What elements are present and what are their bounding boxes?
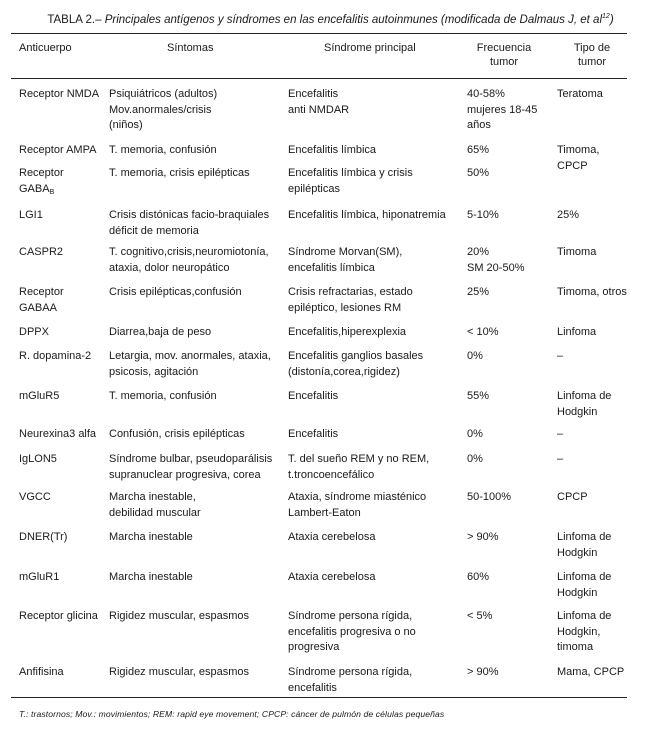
cell-symptoms-text: Diarrea,baja de peso [109,326,212,338]
cell-frequency-text: < 5% [467,610,493,622]
cell-antibody [19,570,59,586]
cell-symptoms [109,665,249,681]
table-bottom-rule [11,697,627,698]
cell-antibody [19,530,67,546]
cell-frequency [467,530,499,546]
cell-frequency [467,665,499,681]
cell-symptoms [109,143,217,159]
cell-antibody [19,452,57,468]
cell-symptoms [109,87,217,134]
cell-tumor-type-text: – [557,453,564,465]
cell-syndrome [288,208,446,224]
cell-symptoms-text: Marcha inestable, debilidad muscular [109,491,201,519]
cell-antibody-text: Receptor NMDA [19,88,100,100]
cell-syndrome [288,530,375,546]
cell-frequency-text: 25% [467,286,490,298]
cell-syndrome-text: Encefalitis [288,428,339,440]
cell-symptoms-text: Marcha inestable [109,571,193,583]
cell-frequency [467,285,489,301]
cell-frequency-text: 0% [467,428,483,440]
cell-syndrome [288,87,349,118]
cell-syndrome [288,143,376,159]
cell-antibody [19,285,64,316]
cell-tumor-type-text: Mama, CPCP [557,666,625,678]
cell-frequency [467,325,499,341]
cell-antibody-text: Receptor glicina [19,610,98,622]
cell-antibody-text: DPPX [19,326,49,338]
cell-antibody-text: CASPR2 [19,246,64,258]
cell-syndrome-text: Ataxia cerebelosa [288,571,376,583]
cell-tumor-type-text: Timoma [557,246,597,258]
cell-symptoms-text: T. memoria, confusión [109,390,217,402]
cell-symptoms-text: Crisis epilépticas,confusión [109,286,242,298]
cell-antibody [19,166,64,200]
cell-frequency-text: < 10% [467,326,499,338]
cell-frequency [467,570,489,586]
cell-syndrome [288,490,426,521]
cell-syndrome-text: Ataxia, síndrome miasténico Lambert-Eaton [288,491,427,519]
cell-tumor-type [557,285,627,301]
cell-syndrome-text: Encefalitis [288,390,339,402]
caption-title [105,14,614,26]
cell-syndrome [288,389,338,405]
cell-syndrome-text: Síndrome persona rígida, encefalitis progresiva o no progresiva [288,610,416,653]
antibody-subscript: B [49,188,55,196]
cell-frequency [467,427,483,443]
cell-syndrome [288,452,429,483]
table-header-rule [11,78,627,79]
cell-tumor-type-text: – [557,350,564,362]
cell-frequency-text: 40-58% mujeres 18-45 años [467,88,538,131]
table-footnote: T.: trastornos; Mov.: movimientos; REM: rapid eye movement; CPCP: cáncer de pulmón de células pequeñas [19,709,445,719]
table-top-rule [11,33,627,34]
header-tumor-type: Tipo de tumor [573,42,611,68]
cell-frequency-text: 0% [467,453,483,465]
cell-symptoms-text: T. memoria, confusión [109,144,217,156]
cell-symptoms-text: Rigidez muscular, espasmos [109,666,250,678]
cell-antibody [19,325,49,341]
cell-frequency-text: > 90% [467,531,499,543]
cell-syndrome [288,665,412,696]
cell-tumor-type-text: Linfoma [557,326,597,338]
cell-tumor-type-text: Timoma, CPCP [557,144,600,172]
cell-frequency [467,490,511,506]
cell-symptoms-text: Psiquiátricos (adultos) Mov.anormales/crisis (niños) [109,88,218,131]
cell-syndrome [288,285,413,316]
cell-antibody-text: Neurexina3 alfa [19,428,97,440]
header-frequency: Frecuencia tumor [476,42,532,68]
cell-tumor-type [557,245,596,261]
cell-tumor-type [557,530,611,561]
header-syndrome: Síndrome principal [324,42,416,54]
cell-tumor-type-text: Linfoma de Hodgkin [557,531,612,559]
cell-syndrome-text: Encefalitis,hiperexplexia [288,326,407,338]
cell-symptoms [109,166,250,182]
cell-syndrome-text: Ataxia cerebelosa [288,531,376,543]
cell-frequency [467,87,537,134]
cell-syndrome-text: Encefalitis ganglios basales (distonía,corea,rigidez) [288,350,424,378]
cell-syndrome [288,427,338,443]
cell-tumor-type [557,389,611,420]
cell-syndrome-text: Encefalitis anti NMDAR [288,88,350,116]
cell-frequency [467,245,524,276]
cell-frequency [467,349,483,365]
cell-antibody [19,349,91,365]
cell-antibody [19,389,59,405]
table-caption [0,10,661,27]
cell-antibody [19,665,64,681]
cell-tumor-type [557,609,611,656]
cell-frequency [467,609,492,625]
cell-syndrome [288,349,423,380]
cell-symptoms [109,389,217,405]
caption-title-text: Principales antígenos y síndromes en las encefalitis autoinmunes (modificada de Dalmaus J, et al [104,13,603,26]
cell-tumor-type [557,570,611,601]
cell-symptoms-text: Confusión, crisis epilépticas [109,428,245,440]
cell-symptoms [109,609,249,625]
cell-symptoms [109,245,269,276]
cell-tumor-type [557,325,596,341]
cell-antibody-text: mGluR5 [19,390,60,402]
cell-frequency-text: 65% [467,144,490,156]
cell-frequency [467,208,499,224]
cell-frequency-text: 0% [467,350,483,362]
cell-syndrome-text: Encefalitis límbica y crisis epilépticas [288,167,413,195]
cell-symptoms [109,325,211,341]
cell-symptoms-text: Rigidez muscular, espasmos [109,610,250,622]
cell-syndrome-text: Encefalitis límbica, hiponatremia [288,209,446,221]
cell-antibody-text: DNER(Tr) [19,531,68,543]
cell-tumor-type-text: – [557,428,564,440]
cell-symptoms [109,452,272,483]
cell-syndrome-text: Crisis refractarias, estado epiléptico, lesiones RM [288,286,413,314]
cell-frequency-text: 55% [467,390,490,402]
cell-frequency-text: 50-100% [467,491,512,503]
cell-antibody-text: mGluR1 [19,571,60,583]
cell-symptoms [109,208,269,239]
cell-syndrome [288,609,416,656]
cell-frequency [467,166,489,182]
cell-antibody [19,609,98,625]
cell-frequency-text: 60% [467,571,490,583]
cell-symptoms [109,349,271,380]
cell-frequency-text: 20% SM 20-50% [467,246,525,274]
cell-frequency [467,452,483,468]
cell-syndrome [288,166,413,197]
cell-antibody [19,208,43,224]
cell-tumor-type-text: Teratoma [557,88,603,100]
cell-tumor-type [557,87,603,103]
cell-frequency [467,143,489,159]
cell-antibody [19,427,96,443]
cell-tumor-type [557,143,599,174]
cell-antibody-text: R. dopamina-2 [19,350,92,362]
cell-tumor-type-text: Linfoma de Hodgkin [557,390,612,418]
cell-syndrome-text: Síndrome Morvan(SM), encefalitis límbica [288,246,403,274]
cell-tumor-type-text: CPCP [557,491,588,503]
cell-symptoms-text: Marcha inestable [109,531,193,543]
cell-antibody [19,245,63,261]
header-symptoms: Síntomas [167,42,214,54]
cell-frequency-text: 50% [467,167,490,179]
cell-antibody [19,490,51,506]
cell-antibody-text: Receptor GABA [19,167,64,195]
cell-syndrome [288,325,406,341]
cell-antibody-text: VGCC [19,491,51,503]
cell-antibody-text: Receptor GABAA [19,286,64,314]
cell-tumor-type-text: Linfoma de Hodgkin, timoma [557,610,612,653]
cell-antibody [19,87,99,103]
cell-frequency-text: 5-10% [467,209,499,221]
cell-antibody-text: Anfifisina [19,666,64,678]
cell-tumor-type [557,349,563,365]
cell-antibody-text: IgLON5 [19,453,57,465]
cell-syndrome [288,245,402,276]
cell-antibody-text: Receptor AMPA [19,144,97,156]
cell-symptoms-text: Síndrome bulbar, pseudoparálisis supranuclear progresiva, corea [109,453,273,481]
cell-tumor-type-text: 25% [557,209,580,221]
header-antibody: Anticuerpo [19,42,72,54]
cell-syndrome [288,570,375,586]
cell-symptoms [109,570,193,586]
caption-reference: 12 [602,13,610,20]
cell-tumor-type-text: Linfoma de Hodgkin [557,571,612,599]
cell-symptoms-text: T. memoria, crisis epilépticas [109,167,250,179]
cell-frequency-text: > 90% [467,666,499,678]
cell-symptoms [109,285,242,301]
caption-close: ) [609,13,614,26]
cell-symptoms-text: Letargia, mov. anormales, ataxia, psicosis, agitación [109,350,271,378]
cell-symptoms [109,530,193,546]
cell-symptoms-text: T. cognitivo,crisis,neuromiotonía, ataxia, dolor neuropático [109,246,269,274]
cell-tumor-type [557,208,579,224]
cell-tumor-type [557,665,624,681]
cell-tumor-type-text: Timoma, otros [557,286,627,298]
cell-frequency [467,389,489,405]
cell-symptoms [109,427,245,443]
cell-syndrome-text: Encefalitis límbica [288,144,377,156]
cell-tumor-type [557,427,563,443]
cell-antibody-text: LGI1 [19,209,43,221]
caption-prefix: TABLA 2.– [47,13,102,26]
cell-syndrome-text: Síndrome persona rígida, encefalitis [288,666,413,694]
cell-tumor-type [557,452,563,468]
cell-symptoms-text: Crisis distónicas facio-braquiales déficit de memoria [109,209,270,237]
cell-syndrome-text: T. del sueño REM y no REM, t.troncoencefálico [288,453,430,481]
cell-symptoms [109,490,201,521]
cell-tumor-type [557,490,588,506]
cell-antibody [19,143,96,159]
